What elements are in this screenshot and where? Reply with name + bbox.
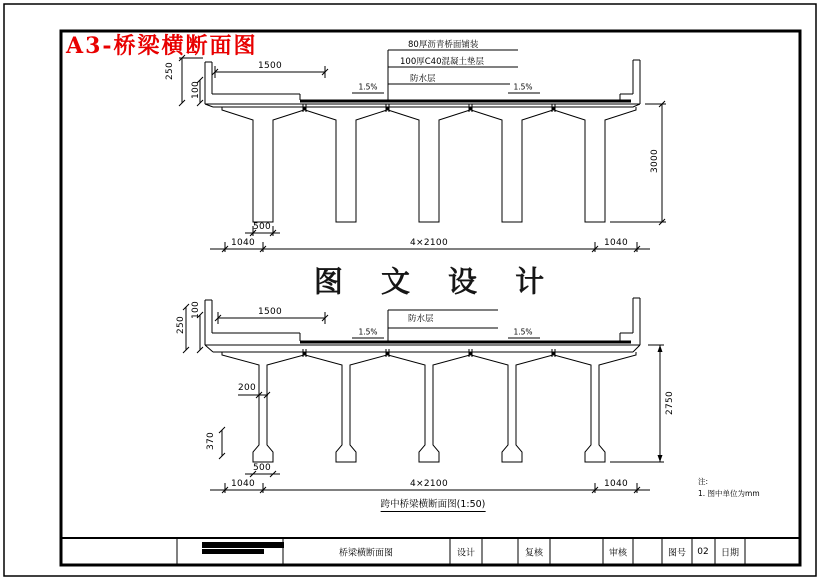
bottom-dim-sidewalk-1500: 1500 [257, 307, 283, 317]
titleblock-design-label: 设计 [456, 548, 476, 559]
bottom-slope-right-label: 1.5% [513, 327, 533, 337]
bottom-dim-flange-500: 500 [252, 463, 272, 473]
top-dim-depth-3000: 3000 [650, 148, 660, 174]
bottom-dim-deck-100: 100 [191, 300, 201, 320]
bottom-drawing-caption: 跨中桥梁横断面图(1:50) [381, 496, 486, 512]
bottom-dim-web-200: 200 [237, 383, 257, 393]
top-callout-waterproof-label: 防水层 [410, 74, 436, 84]
top-slope-left-label: 1.5% [358, 82, 378, 92]
redacted-company-name [202, 542, 284, 554]
titleblock-number-value: 02 [697, 547, 709, 557]
bottom-dim-depth-2750: 2750 [665, 390, 675, 416]
top-dim-edge-left-1040: 1040 [230, 238, 256, 248]
titleblock-date-label: 日期 [720, 548, 740, 559]
bottom-callout-waterproof-label: 防水层 [408, 314, 434, 324]
titleblock-review-label: 审核 [608, 548, 628, 559]
titleblock-drawing-name: 桥梁横断面图 [338, 548, 394, 559]
top-dim-deck-100: 100 [191, 80, 201, 100]
top-dim-edge-right-1040: 1040 [603, 238, 629, 248]
top-callout-pavement-label: 80厚沥青桥面铺装 [408, 40, 479, 50]
top-slope-right-label: 1.5% [513, 82, 533, 92]
watermark-text: 图 文 设 计 [313, 264, 559, 299]
bottom-dim-edge-right-1040: 1040 [603, 479, 629, 489]
sheet-title: A3-桥梁横断面图 [66, 33, 258, 59]
top-dim-spacing-4x2100: 4×2100 [410, 238, 448, 248]
bottom-dim-flange-370: 370 [206, 431, 216, 451]
notes-heading: 注: [698, 477, 709, 486]
bottom-dim-parapet-250: 250 [176, 315, 186, 335]
top-dim-parapet-250: 250 [165, 61, 175, 81]
top-dim-web-500: 500 [252, 222, 272, 232]
bottom-dim-edge-left-1040: 1040 [230, 479, 256, 489]
title-block-grid [61, 538, 800, 565]
top-callout-cushion-label: 100厚C40混凝土垫层 [400, 57, 484, 67]
bottom-dim-spacing-4x2100: 4×2100 [410, 479, 448, 489]
titleblock-number-label: 图号 [667, 548, 687, 559]
titleblock-check-label: 复核 [524, 548, 544, 559]
notes-item-units: 1. 图中单位为mm [698, 489, 760, 498]
bottom-slope-left-label: 1.5% [358, 327, 378, 337]
top-dim-sidewalk-1500: 1500 [257, 61, 283, 71]
